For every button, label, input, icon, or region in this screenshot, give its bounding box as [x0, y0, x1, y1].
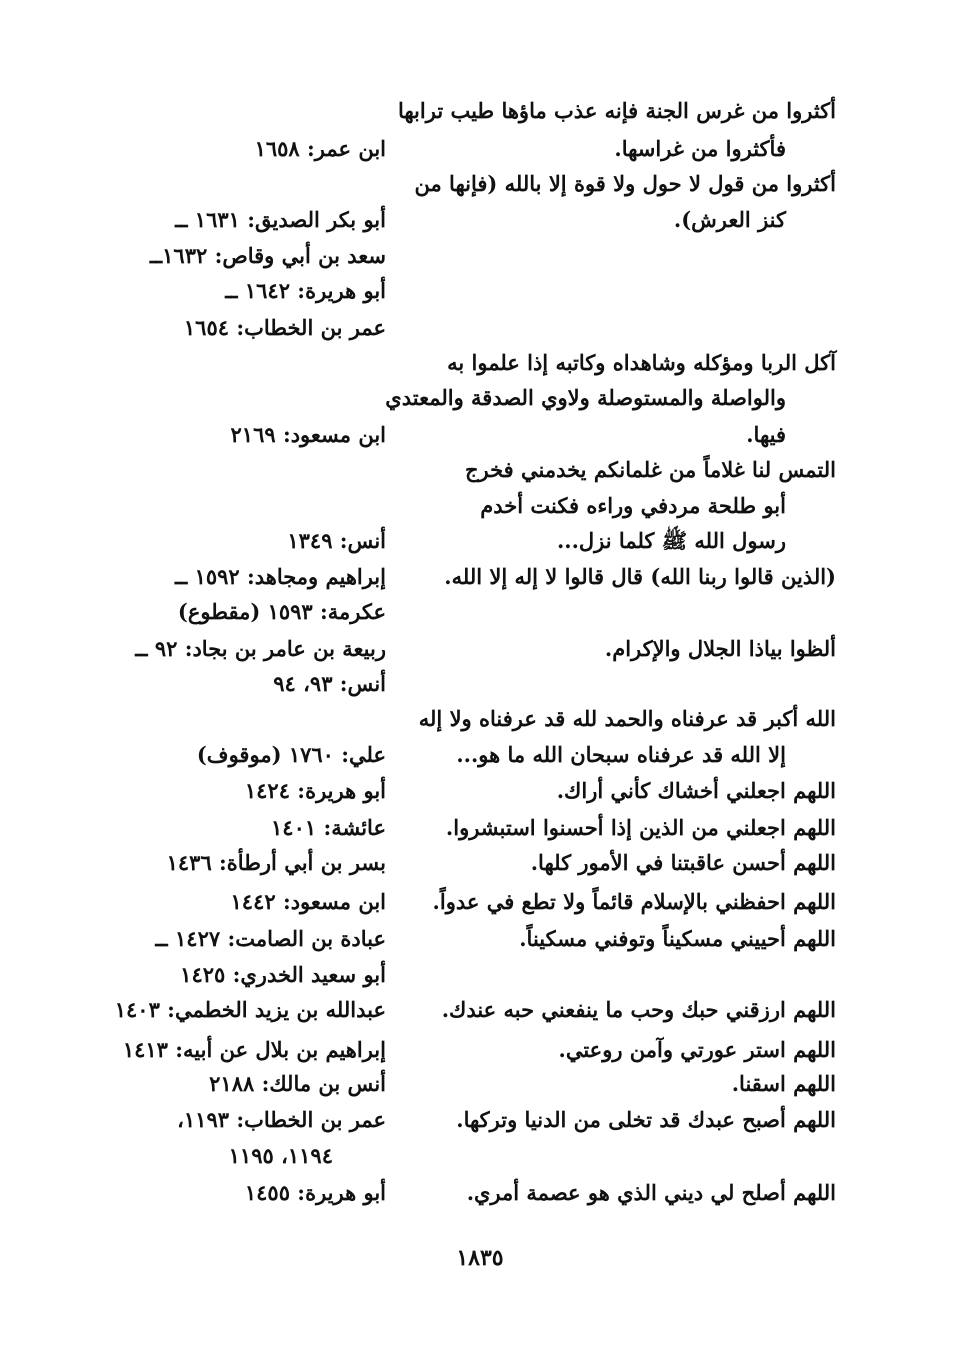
hadith-text-line: أبو طلحة مردفي وراءه فكنت أخدم	[480, 493, 786, 518]
reference-line: أبو هريرة: ١٦٤٢ ــ	[225, 278, 386, 303]
hadith-text-line: إلا الله قد عرفناه سبحان الله ما هو...	[456, 742, 786, 767]
reference-line: عائشة: ١٤٠١	[271, 815, 386, 840]
reference-line: ابن مسعود: ٢١٦٩	[230, 422, 386, 447]
hadith-text-line: الله أكبر قد عرفناه والحمد لله قد عرفناه ولا إله	[418, 706, 836, 731]
reference-line: ربيعة بن عامر بن بجاد: ٩٢ ــ	[135, 636, 386, 661]
hadith-text-line: (الذين قالوا ربنا الله) قال قالوا لا إله إلا الله.	[444, 564, 836, 589]
hadith-text-line: كنز العرش).	[673, 207, 786, 232]
reference-line: أبو سعيد الخدري: ١٤٢٥	[180, 962, 386, 987]
reference-line: عمر بن الخطاب: ١١٩٣،	[177, 1107, 386, 1132]
hadith-text-line: التمس لنا غلاماً من غلمانكم يخدمني فخرج	[464, 457, 836, 482]
hadith-text-line: اللهم ارزقني حبك وحب ما ينفعني حبه عندك.	[441, 997, 836, 1022]
hadith-text-line: اللهم احفظني بالإسلام قائماً ولا تطع في عدواً.	[432, 889, 836, 914]
reference-line: ابن عمر: ١٦٥٨	[254, 136, 386, 161]
hadith-text-line: اللهم اجعلني من الذين إذا أحسنوا استبشروا.	[445, 815, 836, 840]
hadith-text-line: أكثروا من قول لا حول ولا قوة إلا بالله (فإنها من	[414, 171, 836, 196]
hadith-text-line: اللهم استر عورتي وآمن روعتي.	[558, 1037, 836, 1062]
reference-line: عكرمة: ١٥٩٣ (مقطوع)	[177, 599, 386, 624]
reference-line: سعد بن أبي وقاص: ١٦٣٢ــ	[149, 243, 386, 268]
hadith-text-line: رسول الله ﷺ كلما نزل...	[556, 528, 786, 553]
hadith-text-line: والواصلة والمستوصلة ولاوي الصدقة والمعتدي	[385, 385, 786, 410]
reference-line: عمر بن الخطاب: ١٦٥٤	[183, 315, 386, 340]
reference-line: علي: ١٧٦٠ (موقوف)	[196, 742, 386, 767]
reference-line: عبدالله بن يزيد الخطمي: ١٤٠٣	[114, 997, 386, 1022]
page-number: ١٨٣٥	[456, 1245, 504, 1271]
reference-line: أبو هريرة: ١٤٥٥	[244, 1180, 386, 1205]
reference-line: أنس: ٩٣، ٩٤	[273, 671, 386, 696]
reference-line: أبو بكر الصديق: ١٦٣١ ــ	[175, 207, 386, 232]
hadith-text-line: اللهم اجعلني أخشاك كأني أراك.	[556, 778, 836, 803]
reference-line: أنس بن مالك: ٢١٨٨	[209, 1071, 386, 1096]
reference-line: إبراهيم بن بلال عن أبيه: ١٤١٣	[122, 1037, 386, 1062]
reference-line: أبو هريرة: ١٤٢٤	[244, 778, 386, 803]
hadith-text-line: اللهم أحييني مسكيناً وتوفني مسكيناً.	[519, 926, 836, 951]
reference-line: إبراهيم ومجاهد: ١٥٩٢ ــ	[174, 564, 386, 589]
hadith-text-line: ألظوا بياذا الجلال والإكرام.	[604, 636, 836, 661]
reference-line: بسر بن أبي أرطأة: ١٤٣٦	[166, 850, 386, 875]
hadith-text-line: اللهم أحسن عاقبتنا في الأمور كلها.	[530, 850, 836, 875]
hadith-text-line: اللهم أصلح لي ديني الذي هو عصمة أمري.	[466, 1180, 836, 1205]
hadith-text-line: اللهم أصبح عبدك قد تخلى من الدنيا وتركها.	[456, 1107, 836, 1132]
reference-line: أنس: ١٣٤٩	[287, 528, 386, 553]
hadith-text-line: فيها.	[746, 422, 786, 447]
hadith-text-line: اللهم اسقنا.	[731, 1071, 836, 1096]
reference-line: ١١٩٤، ١١٩٥	[228, 1143, 333, 1168]
hadith-text-line: فأكثروا من غراسها.	[614, 136, 786, 161]
hadith-text-line: آكل الربا ومؤكله وشاهداه وكاتبه إذا علموا به	[447, 350, 836, 375]
hadith-text-line: أكثروا من غرس الجنة فإنه عذب ماؤها طيب ترابها	[397, 98, 836, 123]
reference-line: عبادة بن الصامت: ١٤٢٧ ــ	[155, 926, 386, 951]
reference-line: ابن مسعود: ١٤٤٢	[230, 889, 386, 914]
